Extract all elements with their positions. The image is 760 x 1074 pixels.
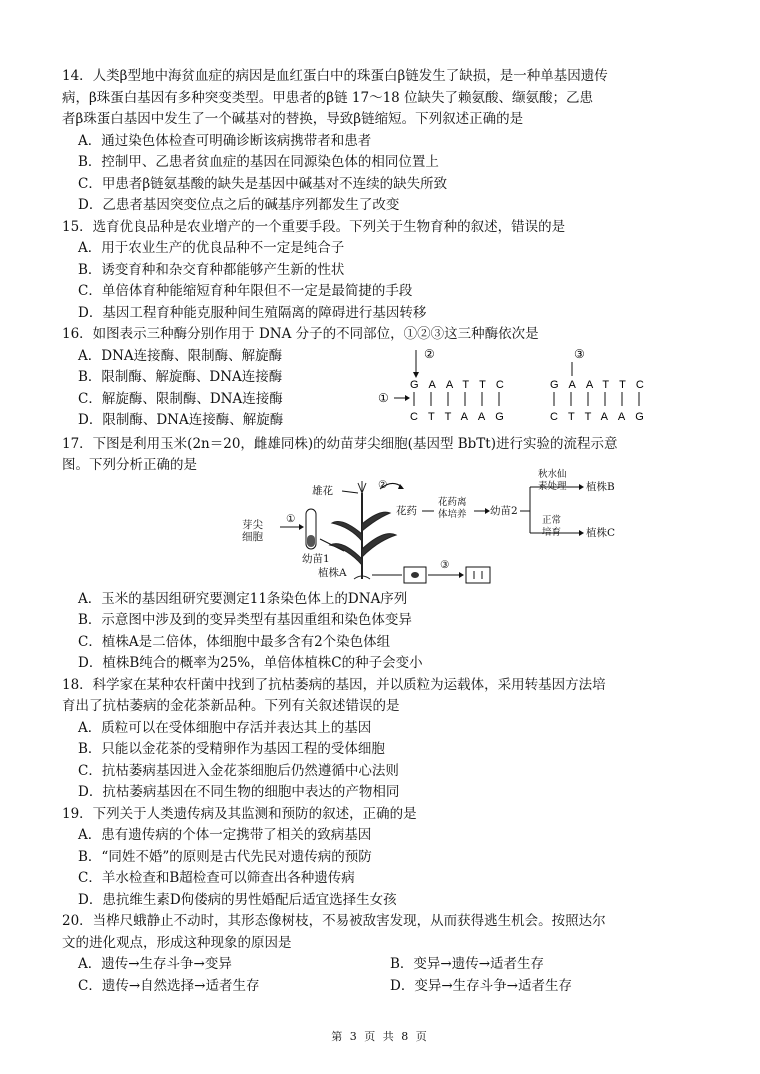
q17-option-c: C．植株A是二倍体，体细胞中最多含有2个染色体组 [78,633,391,650]
seedling-1-label: 幼苗1 [302,552,330,565]
bud-cell-label: 芽尖 细胞 [242,518,263,543]
dna-top-strand-2: GAATTC [550,378,654,391]
dna-hydrogen-bonds-1 [414,392,499,406]
step-2-label: ② [378,478,388,491]
q15-stem: 15．选育优良品种是农业增产的一个重要手段。下列关于生物育种的叙述，错误的是 [62,218,566,235]
q14-option-a: A．通过染色体检查可明确诊断该病携带者和患者 [78,132,372,149]
step-3-label: ③ [440,558,450,571]
question-16 [62,324,702,434]
question-17 [62,434,702,675]
question-14 [62,66,702,217]
q18-option-d: D．抗枯萎病基因在不同生物的细胞中表达的产物相同 [78,784,400,800]
seedling-2-label: 幼苗2 [490,504,518,517]
q18-stem-line1: 18．科学家在某种农杆菌中找到了抗枯萎病的基因，并以质粒为运载体，采用转基因方法培 [62,676,606,693]
q14-stem-line1: 14．人类β型地中海贫血症的病因是血红蛋白中的珠蛋白β链发生了缺损，是一种单基因遗传 [62,68,608,84]
plant-a-label: 植株A [318,566,347,579]
q17-option-d: D．植株B纯合的概率为25%，单倍体植株C的种子会变小 [78,655,423,671]
q16-option-c: C．解旋酶、限制酶、DNA连接酶 [78,390,283,407]
question-20 [62,911,702,997]
q14-stem-line3: 者β珠蛋白基因中发生了一个碱基对的替换，导致β链缩短。下列叙述正确的是 [62,111,524,127]
q19-option-d: D．患抗维生素D佝偻病的男性婚配后适宜选择生女孩 [78,891,397,908]
page-footer: 第 3 页 共 8 页 [331,1030,429,1043]
q20-option-a: A．遗传→生存斗争→变异 [78,956,232,972]
q19-option-b: B．“同姓不婚”的原则是古代先民对遗传病的预防 [78,848,372,865]
dna-enzyme-figure [374,346,704,434]
q15-option-a: A．用于农业生产的优良品种不一定是纯合子 [78,240,345,256]
q17-option-b: B．示意图中涉及到的变异类型有基因重组和染色体变异 [78,612,412,628]
dna-mark-1: ① [378,390,389,405]
q19-stem: 19．下列关于人类遗传病及其监测和预防的叙述，正确的是 [62,805,417,822]
dna-mark-3: ③ [574,346,585,361]
dna-bottom-strand-2: CTTAAG [550,410,654,423]
q19-option-c: C．羊水检查和B超检查可以筛查出各种遗传病 [78,870,355,886]
question-19 [62,804,702,912]
q16-option-a: A．DNA连接酶、限制酶、解旋酶 [78,347,283,364]
male-flower-label: 雄花 [312,484,333,497]
q14-option-c: C．甲患者β链氨基酸的缺失是基因中碱基对不连续的缺失所致 [78,175,448,192]
q14-option-b: B．控制甲、乙患者贫血症的基因在同源染色体的相同位置上 [78,154,439,170]
dna-bottom-strand-1: CTTAAG [410,410,514,423]
q19-option-a: A．患有遗传病的个体一定携带了相关的致病基因 [78,827,372,843]
q15-option-d: D．基因工程育种能克服种间生殖隔离的障碍进行基因转移 [78,304,427,321]
normal-culture-label: 正常 培育 [542,514,562,538]
plant-c-label: 植株C [586,526,616,539]
q17-option-a: A．玉米的基因组研究要测定11条染色体上的DNA序列 [78,590,408,607]
maize-breeding-flowchart [62,468,702,587]
q16-option-b: B．限制酶、解旋酶、DNA连接酶 [78,369,283,385]
q14-stem-line2: 病，β珠蛋白基因有多种突变类型。甲患者的β链 17～18 位缺失了赖氨酸、缬氨酸；乙患 [62,89,594,106]
q17-stem-line2: 图。下列分析正确的是 [62,457,197,473]
q18-stem-line2: 育出了抗枯萎病的金花茶新品种。下列有关叙述错误的是 [62,698,400,714]
anther-label: 花药 [396,504,417,517]
q18-option-b: B．只能以金花茶的受精卵作为基因工程的受体细胞 [78,741,385,757]
anther-culture-label: 花药离 体培养 [438,496,467,520]
q17-stem-line1: 17．下图是利用玉米(2n＝20，雌雄同株)的幼苗芽尖细胞(基因型 BbTt)进行实验的流程示意 [62,435,618,452]
q16-option-d: D．限制酶、DNA连接酶、解旋酶 [78,412,284,428]
q20-option-c: C．遗传→自然选择→适者生存 [78,977,260,994]
q20-stem-line2: 文的进化观点，形成这种现象的原因是 [62,934,292,951]
question-18 [62,675,702,804]
question-15 [62,217,702,325]
q18-option-c: C．抗枯萎病基因进入金花茶细胞后仍然遵循中心法则 [78,762,399,779]
colchicine-label: 秋水仙 素处理 [538,468,567,492]
q20-option-d: D．变异→生存斗争→适者生存 [390,977,572,994]
q16-stem: 16．如图表示三种酶分别作用于 DNA 分子的不同部位，①②③这三种酶依次是 [62,326,539,342]
q14-option-d: D．乙患者基因突变位点之后的碱基序列都发生了改变 [78,197,400,213]
q18-option-a: A．质粒可以在受体细胞中存活并表达其上的基因 [78,719,372,736]
q20-stem-line1: 20．当桦尺蛾静止不动时，其形态像树枝，不易被敌害发现，从而获得逃生机会。按照达尔 [62,913,606,929]
step-1-label: ① [286,512,296,525]
q15-option-b: B．诱变育种和杂交育种都能够产生新的性状 [78,261,345,278]
dna-hydrogen-bonds-2 [554,392,639,406]
dividing-cell-icon [466,567,490,583]
exam-page [62,66,702,997]
q15-option-c: C．单倍体育种能缩短育种年限但不一定是最简捷的手段 [78,283,413,299]
dna-mark-2: ② [424,346,435,361]
dna-top-strand-1: GAATTC [410,378,514,391]
plant-b-label: 植株B [586,480,615,493]
q20-option-b: B．变异→遗传→适者生存 [390,956,545,972]
maize-plant-icon [330,478,396,579]
